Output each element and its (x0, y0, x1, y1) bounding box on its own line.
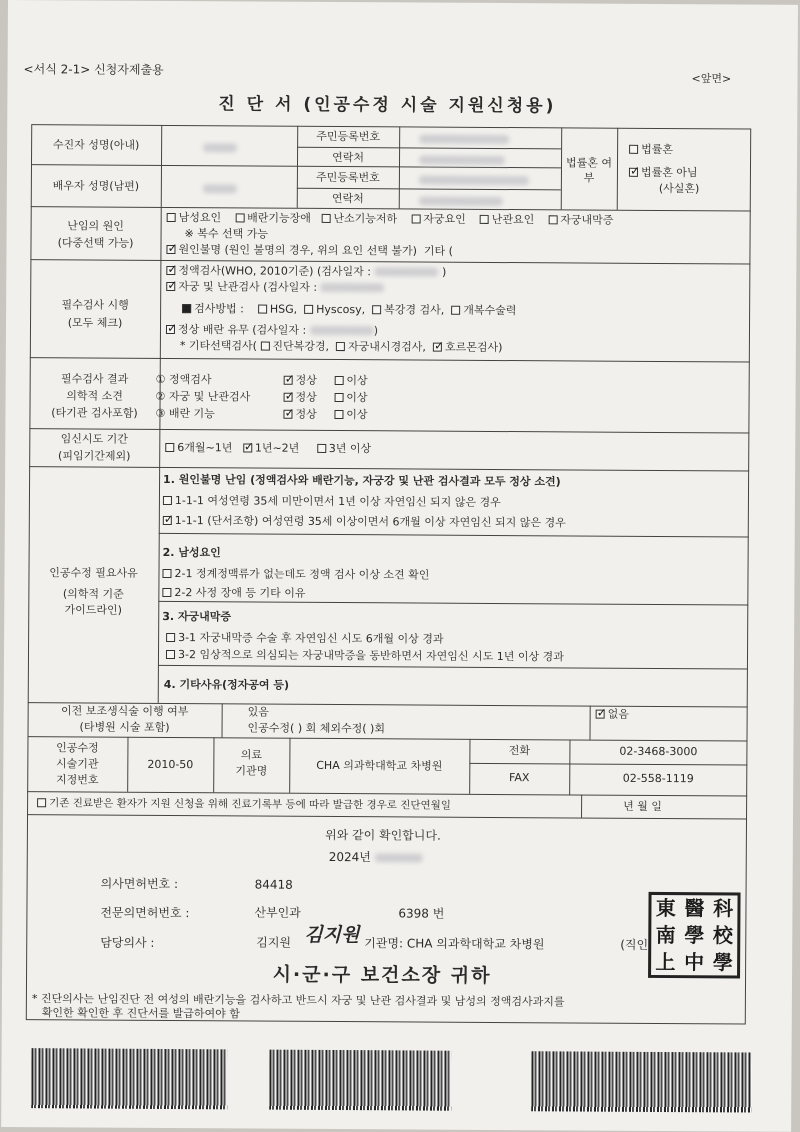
history-none-checkbox[interactable] (596, 710, 605, 719)
cause-sublabel: (다중선택 가능) (57, 236, 134, 250)
hyscosy-checkbox[interactable] (304, 305, 313, 314)
institution-label-1: 인공수정 (56, 741, 99, 755)
institution-label-2: 시술기관 (56, 757, 99, 771)
prior-date: 년 월 일 (623, 799, 663, 814)
need-1-1b-row: ✓1-1-1 (단서조항) 여성연령 35세 이상이면서 6개월 이상 자연임신 되지 않은 경우 (163, 514, 566, 530)
form-number: <서식 2-1> 신청자제출용 (23, 62, 164, 77)
footnote-line-1: * 진단의사는 난임진단 전 여성의 배란기능을 검사하고 반드시 자궁 및 난관 검사결과 및 남성의 정액검사과지를 (31, 992, 565, 1009)
laparoscopy-checkbox[interactable] (372, 305, 381, 314)
need-section-1: 1. 원인불명 난임 (정액검사와 배란기능, 자궁강 및 난관 검사결과 모두 정상 소견) (163, 472, 561, 489)
semen-normal-checkbox[interactable] (284, 376, 293, 385)
history-sublabel: (타병원 시술 포함) (79, 720, 170, 735)
ovulation-test-checkbox[interactable] (166, 325, 175, 334)
history-label: 이전 보조생식술 이행 여부 (60, 704, 189, 719)
married-checkbox[interactable] (629, 145, 638, 154)
doctor-signature: 김지원 (304, 923, 360, 947)
specialty: 산부인과 (254, 905, 301, 920)
period-1y-2y-checkbox[interactable] (243, 443, 252, 452)
need-1-1b-checkbox[interactable] (163, 516, 172, 525)
fax-value: 02-558-1119 (622, 771, 694, 786)
not-married-checkbox[interactable] (629, 168, 638, 177)
cause-label: 난임의 원인 (67, 219, 124, 233)
period-options-row: 6개월~1년 ✓ 1년~2년 3년 이상 (165, 441, 371, 456)
cause-uterus-checkbox[interactable] (411, 214, 420, 223)
document-title: 진 단 서 (인공수정 시술 지원신청용) (218, 94, 557, 117)
ovulation-abnormal-checkbox[interactable] (334, 410, 343, 419)
phone-value: 02-3468-3000 (619, 744, 698, 759)
recipient-rrn-label: 주민등록번호 (316, 129, 381, 144)
doctor-name: 김지원 (256, 935, 292, 950)
recipient-name-label: 수진자 성명(아내) (52, 138, 140, 152)
doctor-label: 담당의사 : (100, 935, 155, 950)
cause-note: ※ 복수 선택 가능 (184, 227, 269, 241)
results-label-1: 필수검사 결과 (61, 372, 129, 386)
period-label: 임신시도 기간 (60, 432, 128, 446)
hsg-checkbox[interactable] (258, 305, 267, 314)
semen-abnormal-checkbox[interactable] (334, 376, 343, 385)
uterus-test-checkbox[interactable] (166, 282, 175, 291)
need-2-2-row: 2-2 사정 장애 등 기타 이유 (162, 586, 305, 601)
document-page (1, 0, 798, 1132)
need-3-1-row: 3-1 자궁내막증 수술 후 자연임신 시도 6개월 이상 경과 (166, 631, 444, 647)
need-label-1: 인공수정 필요사유 (49, 566, 138, 580)
results-label-3: (타기관 검사포함) (51, 406, 138, 420)
need-1-1-checkbox[interactable] (163, 496, 172, 505)
laparotomy-checkbox[interactable] (451, 306, 460, 315)
prior-treatment-checkbox[interactable] (37, 798, 46, 807)
history-detail: 인공수정( ) 회 체외수정( )회 (247, 721, 386, 736)
barcode-1 (31, 1048, 227, 1109)
tests-sublabel: (모두 체크) (67, 316, 123, 330)
hormone-test-checkbox[interactable] (433, 343, 442, 352)
period-sublabel: (피임기간제외) (58, 449, 131, 463)
ovulation-test-row: ✓정상 배란 유무 (검사일자 : ) (166, 323, 378, 338)
institution-org: 기관명: CHA 의과학대학교 차병원 (364, 936, 545, 952)
fax-label: FAX (509, 771, 530, 785)
confirm-text: 위와 같이 확인합니다. (324, 827, 441, 843)
institution-name-label-2: 기관명 (235, 764, 268, 778)
spouse-contact-label: 연락처 (331, 191, 364, 206)
hysteroscopy-checkbox[interactable] (336, 342, 345, 351)
period-3y-checkbox[interactable] (317, 444, 326, 453)
result-ovulation-options: ✓정상 이상 (283, 408, 367, 423)
spouse-rrn-redacted (419, 174, 529, 189)
need-3-2-row: 3-2 임상적으로 의심되는 자궁내막증을 동반하면서 자연임신 시도 1년 이상 경과 (166, 648, 564, 664)
phone-label: 전화 (508, 744, 531, 758)
period-6m-1y-checkbox[interactable] (165, 443, 174, 452)
cause-unexplained-row: ✓원인불명 (원인 불명의 경우, 위의 요인 선택 불가) 기타 ( (166, 243, 453, 259)
recipient-rrn-redacted (419, 133, 509, 148)
semen-test-checkbox[interactable] (166, 266, 175, 275)
married-option: 법률혼 (629, 143, 673, 157)
cause-male-checkbox[interactable] (167, 213, 176, 222)
spouse-name-label: 배우자 성명(남편) (52, 179, 140, 193)
cause-ovary-checkbox[interactable] (321, 214, 330, 223)
need-2-1-checkbox[interactable] (162, 569, 171, 578)
uterus-test-row: ✓자궁 및 난관검사 (검사일자 : (166, 280, 384, 295)
license-label: 의사면허번호 : (100, 876, 179, 892)
results-label-2: 의학적 소견 (66, 389, 123, 403)
need-1-1-row: 1-1-1 여성연령 35세 미만이면서 1년 이상 자연임신 되지 않은 경우 (163, 494, 501, 510)
not-married-option: ✓법률혼 아님 (629, 166, 698, 180)
uterus-normal-checkbox[interactable] (284, 393, 293, 402)
front-side-label: <앞면> (691, 72, 732, 86)
specialist-license-label: 전문의면허번호 : (100, 905, 190, 921)
institution-code: 2010-50 (147, 757, 194, 772)
cause-ovulation-checkbox[interactable] (235, 213, 244, 222)
official-seal: 東 醫 科 南 學 校 上 中 學 (648, 892, 741, 979)
need-section-2: 2. 남성요인 (162, 545, 221, 560)
marital-status-label: 법률혼 여부 (565, 156, 613, 185)
seal-label: (직인 (620, 937, 649, 952)
history-none-option: ✓없음 (596, 708, 629, 722)
cause-tube-checkbox[interactable] (480, 215, 489, 224)
need-3-2-checkbox[interactable] (166, 650, 175, 659)
test-methods-row: 검사방법 : HSG, Hyscosy, 복강경 검사, 개복수술력 (182, 302, 516, 318)
semen-test-row: ✓정액검사(WHO, 2010기준) (검사일자 : ) (166, 264, 446, 280)
license-number: 84418 (254, 877, 293, 892)
recipient-contact-redacted (419, 154, 505, 169)
footnote-line-2: 확인한 확인한 후 진단서를 발급하여야 함 (41, 1006, 240, 1021)
barcode-2 (269, 1050, 451, 1111)
cause-options-row: 남성요인 배란기능장애 난소기능저하 자궁요인 난관요인 자궁내막증 (167, 211, 614, 228)
spouse-name-redacted (203, 182, 237, 196)
addressee: 시·군·구 보건소장 귀하 (272, 963, 492, 987)
need-label-3: 가이드라인) (64, 603, 123, 617)
uterus-abnormal-checkbox[interactable] (334, 393, 343, 402)
issue-date: 2024년 (329, 850, 423, 865)
barcode-3 (531, 1051, 751, 1112)
institution-label-3: 지정번호 (55, 773, 99, 787)
need-section-4: 4. 기타사유(정자공여 등) (163, 677, 290, 692)
result-semen: ① 정액검사 (155, 372, 212, 387)
ovulation-normal-checkbox[interactable] (283, 410, 292, 419)
need-2-2-checkbox[interactable] (162, 588, 171, 597)
specialist-number: 6398 번 (398, 906, 445, 921)
cause-unexplained-checkbox[interactable] (166, 245, 175, 254)
spouse-contact-redacted (419, 195, 503, 210)
need-section-3: 3. 자궁내막증 (162, 609, 232, 624)
cause-endometriosis-checkbox[interactable] (548, 215, 557, 224)
history-yes-label: 있음 (247, 705, 269, 719)
methods-bullet-icon (182, 304, 191, 313)
result-uterus-options: ✓정상 이상 (284, 391, 368, 406)
common-law-label: (사실혼) (658, 181, 700, 196)
result-uterus: ② 자궁 및 난관검사 (155, 389, 251, 404)
tests-label: 필수검사 시행 (61, 298, 129, 312)
need-2-1-row: 2-1 정계정맥류가 없는데도 정액 검사 이상 소견 확인 (162, 567, 429, 583)
need-3-1-checkbox[interactable] (166, 633, 175, 642)
result-ovulation: ③ 배란 기능 (155, 406, 215, 421)
institution-name: CHA 의과학대학교 차병원 (316, 758, 443, 773)
need-label-2: (의학적 기준 (62, 587, 124, 601)
result-semen-options: ✓정상 이상 (284, 374, 368, 389)
recipient-name-redacted (203, 141, 237, 155)
prior-treatment-row: 기존 진료받은 환자가 지원 신청을 위해 진료기록부 등에 따라 발급한 경우로 진단연월일 (37, 796, 451, 813)
spouse-rrn-label: 주민등록번호 (315, 170, 380, 185)
diag-laparoscopy-checkbox[interactable] (260, 342, 269, 351)
recipient-contact-label: 연락처 (332, 150, 365, 165)
institution-name-label-1: 의료 (240, 748, 263, 762)
optional-tests-row: * 기타선택검사( 진단복강경, 자궁내시경검사, ✓ 호르몬검사) (180, 339, 503, 355)
